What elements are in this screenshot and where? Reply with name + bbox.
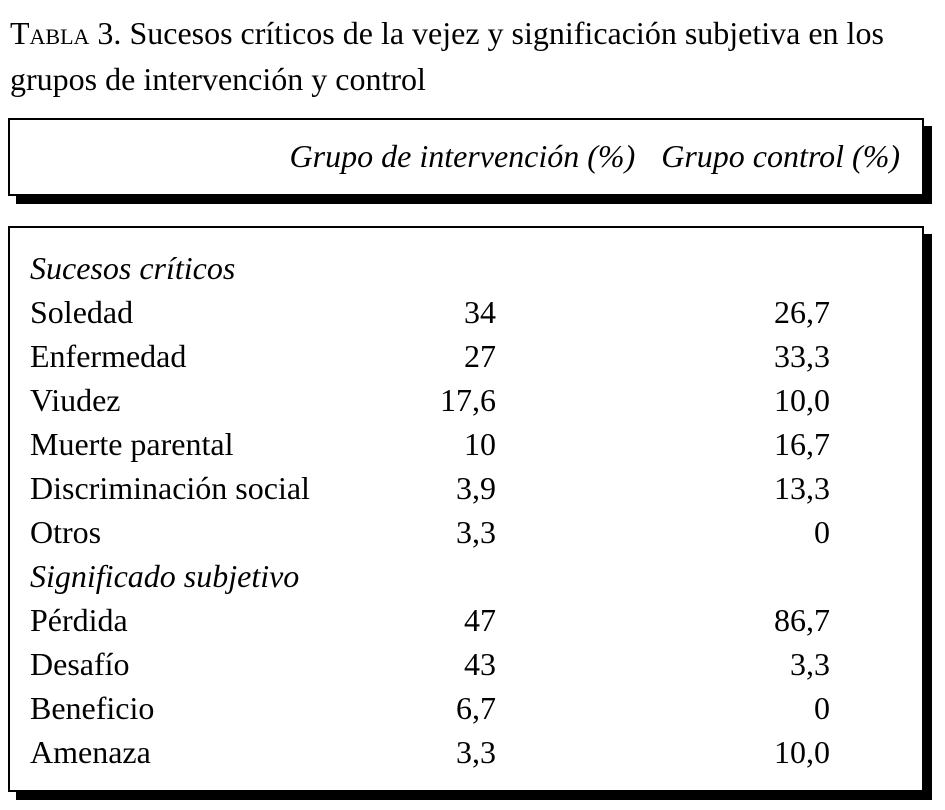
column-headers [290, 134, 900, 178]
control-value: 13,3 [774, 470, 830, 506]
intervention-value: 34 [464, 294, 496, 330]
intervention-value: 3,3 [456, 734, 496, 770]
control-value: 10,0 [774, 734, 830, 770]
table-row [30, 730, 922, 774]
row-label: Viudez [30, 382, 121, 418]
table-row [30, 378, 922, 422]
control-value: 26,7 [774, 294, 830, 330]
control-value: 33,3 [774, 338, 830, 374]
row-label: Pérdida [30, 602, 128, 638]
table-row [30, 422, 922, 466]
table-rows [30, 246, 922, 774]
intervention-value: 43 [464, 646, 496, 682]
section-title: Sucesos críticos [30, 250, 236, 286]
intervention-value: 17,6 [440, 382, 496, 418]
table-row [30, 334, 922, 378]
control-value: 10,0 [774, 382, 830, 418]
intervention-value: 47 [464, 602, 496, 638]
table-caption [10, 10, 935, 102]
table-body-box [8, 226, 924, 792]
control-value: 86,7 [774, 602, 830, 638]
table-row [30, 642, 922, 686]
column-header-control: Grupo control (%) [661, 138, 900, 174]
table-row [30, 290, 922, 334]
control-value: 0 [814, 514, 830, 550]
table-header-box [8, 118, 924, 196]
intervention-value: 27 [464, 338, 496, 374]
control-value: 3,3 [790, 646, 830, 682]
control-value: 16,7 [774, 426, 830, 462]
row-label: Enfermedad [30, 338, 187, 374]
table-row [30, 598, 922, 642]
column-header-intervention: Grupo de intervención (%) [289, 138, 636, 174]
row-label: Beneficio [30, 690, 155, 726]
table-row [30, 510, 922, 554]
row-label: Otros [30, 514, 102, 550]
row-label: Amenaza [30, 734, 151, 770]
row-label: Discriminación social [30, 470, 310, 506]
table-title: Sucesos críticos de la vejez y significación subjetiva en los grupos de intervención y control [10, 15, 884, 97]
section-heading [30, 246, 922, 290]
row-label: Muerte parental [30, 426, 234, 462]
intervention-value: 3,3 [456, 514, 496, 550]
control-value: 0 [814, 690, 830, 726]
intervention-value: 3,9 [456, 470, 496, 506]
intervention-value: 10 [464, 426, 496, 462]
intervention-value: 6,7 [456, 690, 496, 726]
table-row [30, 466, 922, 510]
section-title: Significado subjetivo [30, 558, 300, 594]
row-label: Desafío [30, 646, 130, 682]
section-heading [30, 554, 922, 598]
table-number: Tabla 3. [10, 15, 122, 51]
table-row [30, 686, 922, 730]
row-label: Soledad [30, 294, 134, 330]
